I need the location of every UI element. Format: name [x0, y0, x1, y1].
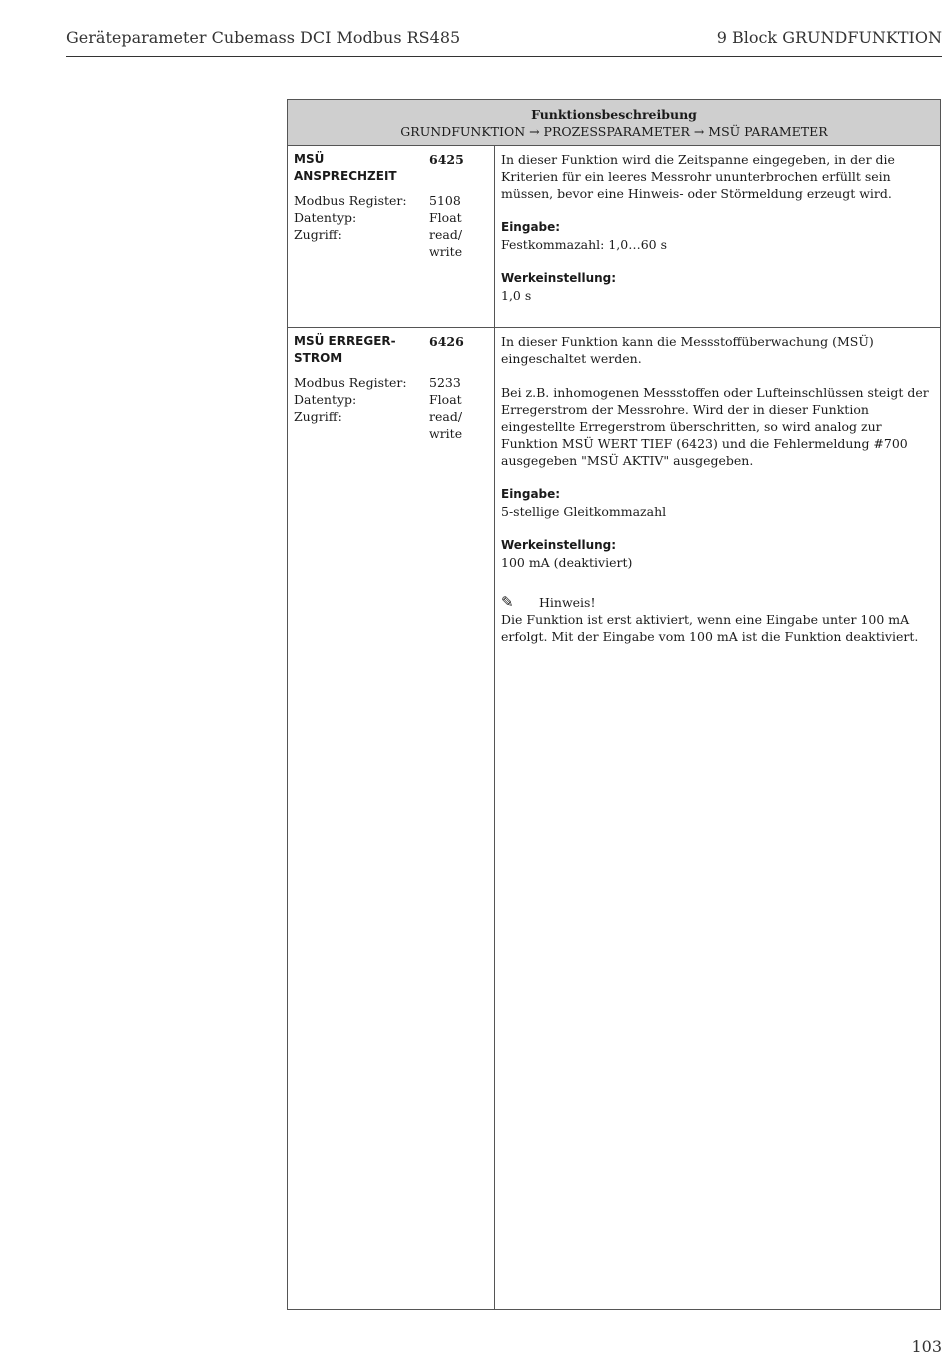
- modbus-register-value: 5233: [429, 375, 461, 390]
- description-text: In dieser Funktion kann die Messstoffüberwachung (MSÜ) eingeschaltet werden.: [501, 334, 874, 366]
- input-label: Eingabe:: [501, 487, 561, 501]
- parameter-name: MSÜ ANSPRECHZEIT: [294, 152, 397, 183]
- datatype-value: Float: [429, 210, 462, 225]
- header-divider: [66, 56, 942, 57]
- table-row: [288, 146, 940, 328]
- datatype-label: Datentyp:: [294, 210, 357, 225]
- parameter-code: 6426: [429, 334, 464, 349]
- modbus-register-value: 5108: [429, 193, 461, 208]
- meta-labels: [294, 374, 407, 425]
- description-text: In dieser Funktion wird die Zeitspanne eingegeben, in der die Kriterien für ein leeres Messrohr ununterbrochen erfüllt sein müssen, bevor eine Hinweis- oder Störmeldung erzeugt wird.: [501, 152, 895, 201]
- access-label: Zugriff:: [294, 409, 342, 424]
- table-title: Funktionsbeschreibung: [531, 107, 697, 122]
- note-title: Hinweis!: [539, 595, 596, 610]
- datatype-value: Float: [429, 392, 462, 407]
- datatype-label: Datentyp:: [294, 392, 357, 407]
- modbus-register-label: Modbus Register:: [294, 375, 407, 390]
- input-value: 5-stellige Gleitkommazahl: [501, 504, 667, 519]
- table-row: [288, 328, 940, 1309]
- parameter-code: 6425: [429, 152, 464, 167]
- parameter-description: [501, 333, 933, 645]
- pencil-icon: ✎: [501, 593, 514, 611]
- function-table: [287, 99, 941, 1310]
- default-label: Werkeinstellung:: [501, 538, 617, 552]
- note-text: Die Funktion ist erst aktiviert, wenn eine Eingabe unter 100 mA erfolgt. Mit der Eingabe vom 100 mA ist die Funktion deaktiviert.: [501, 612, 919, 644]
- meta-values: [429, 374, 489, 442]
- note-block: [501, 594, 933, 645]
- header-section-title: 9 Block GRUNDFUNKTION: [716, 28, 942, 47]
- access-value: read/ write: [429, 409, 463, 441]
- parameter-description: [501, 151, 933, 304]
- header-document-title: Geräteparameter Cubemass DCI Modbus RS485: [66, 28, 461, 47]
- description-text-2: Bei z.B. inhomogenen Messstoffen oder Lufteinschlüssen steigt der Erregerstrom der Messrohre. Wird der in dieser Funktion eingestellte Erregerstrom überschritten, so wird analog zur Funktion MSÜ WERT TIEF (6423) und die Fehlermeldung #700 ausgegeben "MSÜ AKTIV" ausgegeben.: [501, 385, 929, 468]
- access-value: read/ write: [429, 227, 463, 259]
- input-value: Festkommazahl: 1,0…60 s: [501, 237, 668, 252]
- meta-values: [429, 192, 489, 260]
- table-breadcrumb: GRUNDFUNKTION → PROZESSPARAMETER → MSÜ PARAMETER: [400, 124, 828, 139]
- parameter-name: MSÜ ERREGER-STROM: [294, 334, 396, 365]
- input-label: Eingabe:: [501, 220, 561, 234]
- page-number: 103: [911, 1337, 942, 1356]
- access-label: Zugriff:: [294, 227, 342, 242]
- modbus-register-label: Modbus Register:: [294, 193, 407, 208]
- table-header: [288, 100, 940, 146]
- default-label: Werkeinstellung:: [501, 271, 617, 285]
- default-value: 100 mA (deaktiviert): [501, 555, 633, 570]
- default-value: 1,0 s: [501, 288, 532, 303]
- meta-labels: [294, 192, 407, 243]
